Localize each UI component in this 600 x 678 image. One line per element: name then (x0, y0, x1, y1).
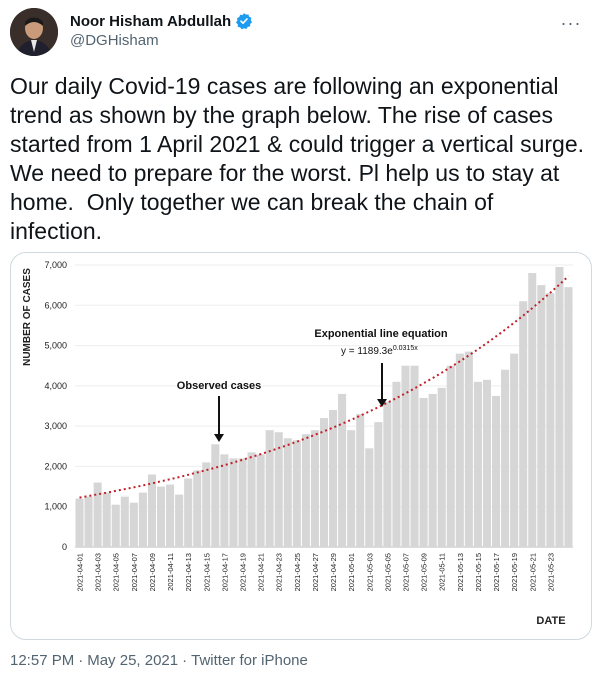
bar (456, 354, 464, 547)
bar (211, 444, 219, 547)
bar (85, 497, 93, 547)
bar (266, 430, 274, 547)
bar (501, 370, 509, 547)
bar (130, 503, 138, 547)
x-tick-label: 2021-05-05 (383, 553, 393, 592)
user-handle[interactable]: @DGHisham (70, 32, 159, 49)
x-tick-label: 2021-04-07 (129, 553, 139, 592)
bar (238, 458, 246, 547)
bar (447, 366, 455, 547)
bar (193, 470, 201, 547)
annotation-equation-title: Exponential line equation (314, 328, 448, 340)
x-tick-label: 2021-05-03 (365, 553, 375, 592)
y-tick-label: 2,000 (44, 461, 67, 472)
x-tick-label: 2021-04-19 (238, 553, 248, 592)
x-tick-label: 2021-04-27 (310, 553, 320, 592)
x-tick-label: 2021-05-19 (510, 553, 520, 592)
bar (229, 458, 237, 547)
x-tick-label: 2021-04-05 (111, 553, 121, 592)
bar (302, 434, 310, 547)
bar (175, 495, 183, 547)
y-tick-label: 0 (61, 542, 67, 552)
x-tick-label: 2021-04-09 (147, 553, 157, 592)
bar (94, 483, 102, 547)
x-tick-label: 2021-04-11 (166, 553, 176, 591)
more-options-icon[interactable]: ··· (560, 12, 582, 33)
x-tick-label: 2021-05-07 (401, 553, 411, 592)
bar (474, 382, 482, 547)
bar (429, 394, 437, 547)
bar (284, 438, 292, 547)
tweet-date[interactable]: May 25, 2021 (87, 652, 179, 669)
bar (356, 414, 364, 547)
bar (148, 474, 156, 547)
y-tick-label: 4,000 (44, 380, 67, 391)
bar (546, 293, 554, 547)
bar (139, 493, 147, 547)
bar (555, 267, 563, 547)
y-tick-label: 1,000 (44, 501, 67, 512)
x-tick-label: 2021-05-11 (437, 553, 447, 591)
tweet-header (10, 8, 590, 58)
bar (465, 352, 473, 547)
tweet-media-chart[interactable] (10, 252, 592, 640)
bar (374, 422, 382, 547)
y-tick-label: 3,000 (44, 421, 67, 432)
verified-icon (235, 12, 253, 30)
bar (492, 396, 500, 547)
y-tick-label: 5,000 (44, 340, 67, 351)
x-tick-label: 2021-05-23 (546, 553, 556, 592)
bar (483, 380, 491, 547)
bar (537, 285, 545, 547)
bar (248, 452, 256, 547)
bar (528, 273, 536, 547)
bar (392, 382, 400, 547)
tweet-time[interactable]: 12:57 PM (10, 652, 75, 669)
x-tick-label: 2021-05-21 (528, 553, 538, 592)
bar (365, 448, 373, 547)
bar (202, 462, 210, 547)
footer-separator: · (78, 652, 84, 669)
x-axis-label: DATE (536, 615, 566, 627)
y-axis-label: NUMBER OF CASES (22, 268, 33, 366)
x-tick-label: 2021-04-03 (93, 553, 103, 592)
x-tick-label: 2021-04-17 (220, 553, 230, 592)
x-tick-label: 2021-05-09 (419, 553, 429, 592)
bar (510, 354, 518, 547)
annotation-equation: $y = 1189.3e^{0.0315x}$ (341, 345, 418, 357)
bar (76, 499, 84, 547)
arrowhead-observed (214, 434, 224, 442)
user-name[interactable]: Noor Hisham Abdullah (70, 12, 232, 30)
x-tick-label: 2021-04-29 (329, 553, 339, 592)
bar (338, 394, 346, 547)
annotation-observed-cases: Observed cases (176, 380, 262, 392)
avatar[interactable] (10, 8, 58, 56)
x-tick-label: 2021-05-15 (473, 553, 483, 592)
bar (184, 479, 192, 547)
bar (519, 301, 527, 547)
bar (411, 366, 419, 547)
bar (257, 454, 265, 547)
bar (293, 440, 301, 547)
bar (121, 497, 129, 547)
x-tick-label: 2021-04-23 (274, 553, 284, 592)
avatar-image (10, 8, 58, 56)
tweet-footer (10, 652, 308, 669)
cases-chart (11, 253, 591, 639)
bar (166, 485, 174, 547)
y-tick-label: 7,000 (44, 260, 67, 270)
bar (275, 432, 283, 547)
footer-separator: · (182, 652, 188, 669)
x-tick-label: 2021-05-13 (455, 553, 465, 592)
bar (420, 398, 428, 547)
x-tick-label: 2021-04-25 (292, 553, 302, 592)
bar (383, 402, 391, 547)
bar (564, 287, 572, 547)
bar (311, 430, 319, 547)
bar (347, 430, 355, 547)
y-tick-label: 6,000 (44, 300, 67, 311)
tweet-source[interactable]: Twitter for iPhone (191, 652, 308, 669)
bar (438, 388, 446, 547)
x-tick-label: 2021-04-01 (75, 553, 85, 592)
user-info (70, 12, 253, 49)
bar (329, 410, 337, 547)
x-tick-label: 2021-04-21 (256, 553, 266, 592)
bar (320, 418, 328, 547)
x-tick-label: 2021-05-17 (492, 553, 502, 592)
x-tick-label: 2021-05-01 (347, 553, 357, 592)
bar (157, 487, 165, 547)
bar (103, 493, 111, 547)
x-tick-label: 2021-04-15 (202, 553, 212, 592)
bar (112, 505, 120, 547)
x-tick-label: 2021-04-13 (184, 553, 194, 592)
tweet-text: Our daily Covid-19 cases are following an exponential trend as shown by the graph below. The rise of cases started from 1 April 2021 & could trigger a vertical surge. We need to prepare for the worst. Pl help us to stay at home. Only together we can break the chain of infection. (10, 73, 591, 244)
bar (220, 454, 228, 547)
